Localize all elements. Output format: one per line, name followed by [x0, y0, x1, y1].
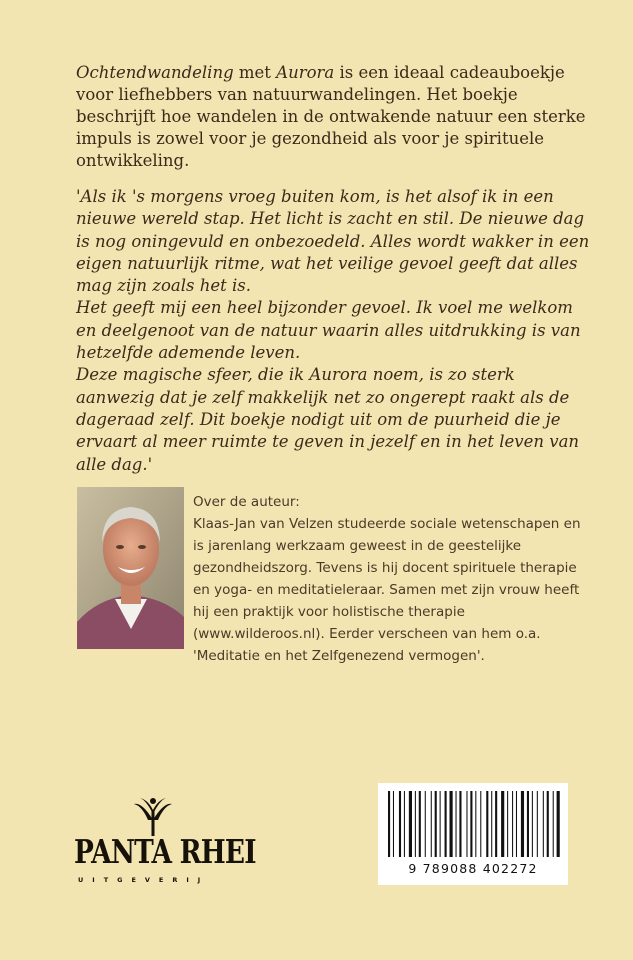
barcode-number: 9 789088 402272 [408, 861, 538, 876]
book-quote [76, 186, 592, 476]
blurb-name-italic: Aurora [276, 63, 335, 82]
blurb-text: met [233, 63, 277, 82]
flower-icon [74, 796, 232, 836]
blurb-title-italic: Ochtendwandeling [76, 63, 234, 82]
publisher-name: PANTA RHEI [74, 832, 256, 871]
book-blurb [76, 62, 586, 172]
author-bio: Klaas-Jan van Velzen studeerde sociale wetenschapen en is jarenlang werkzaam geweest in de geestelijke gezondheidszorg. Tevens is hij docent spirituele therapie en yoga- en meditatieleraar. Samen met zijn vrouw heeft hij een praktijk voor holistische therapie (www.wilderoos.nl). Eerder verscheen van hem o.a. 'Meditatie en het Zelfgenezend vermogen'. [193, 516, 581, 664]
quote-paragraph: 'Als ik 's morgens vroeg buiten kom, is het alsof ik in een nieuwe wereld stap. Het licht is zacht en stil. De nieuwe dag is nog oningevuld en onbezoedeld. Alles wordt wakker in een eigen natuurlijk ritme, wat het veilige gevoel geeft dat alles mag zijn zoals het is. [76, 187, 590, 296]
isbn-barcode [378, 783, 568, 885]
author-heading: Over de auteur: [193, 494, 300, 510]
author-section [193, 491, 589, 667]
blurb-text: is een ideaal cadeauboekje voor liefhebbers van natuurwandelingen. Het boekje beschrijft hoe wandelen in de ontwakende natuur een sterke impuls is zowel voor je gezondheid als voor je spirituele ontwikkeling. [76, 63, 586, 170]
author-photo [77, 487, 184, 649]
quote-paragraph: Het geeft mij een heel bijzonder gevoel. Ik voel me welkom en deelgenoot van de natuur waarin alles uitdrukking is van hetzelfde ademende leven. [76, 298, 581, 363]
quote-paragraph: Deze magische sfeer, die ik Aurora noem, is zo sterk aanwezig dat je zelf makkelijk net zo ongerept raakt als de dageraad zelf. Dit boekje nodigt uit om de puurheid die je ervaart al meer ruimte te geven in jezelf en in het leven van alle dag.' [76, 365, 580, 474]
publisher-subtitle: UITGEVERIJ [78, 876, 210, 884]
publisher-logo [74, 796, 256, 888]
